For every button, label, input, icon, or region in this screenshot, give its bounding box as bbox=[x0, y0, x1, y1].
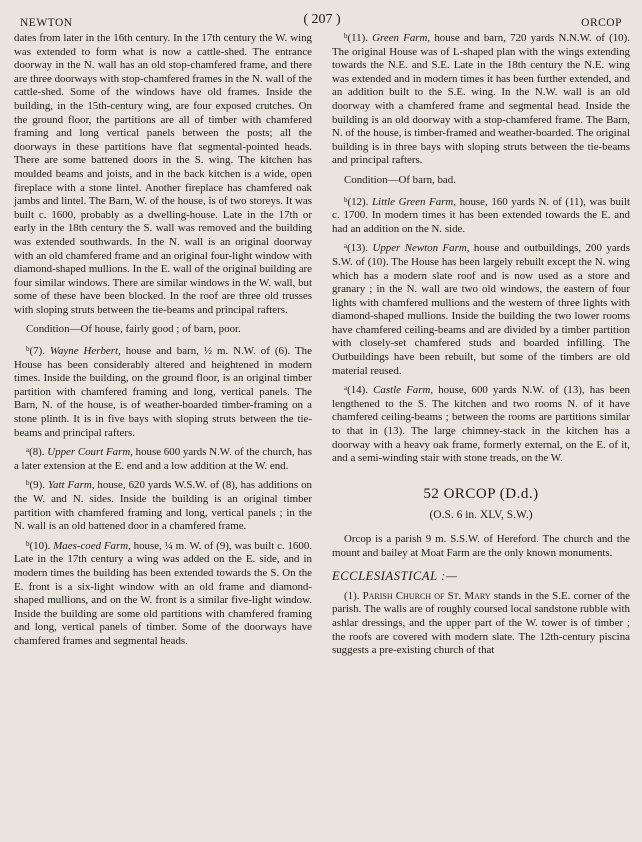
header-left: NEWTON bbox=[20, 17, 73, 29]
entry-name: Parish Church of St. Mary bbox=[362, 589, 491, 602]
entry-number: (1). bbox=[344, 589, 360, 602]
entry-mark: a bbox=[26, 446, 30, 455]
entry-mark: b bbox=[26, 345, 30, 354]
paragraph-continuation: dates from later in the 16th century. In the 17th century the W. wing was extended to form what is now a cattle-shed. The entrance doorway in the N. wall has an old stop-chamfered frame, and there are three doorways with stop-chamfered frames in the N. wall of the cattle-shed. Some of the windows have old frames. Inside the building, in the 15th-century wing, are four exposed crutches. On the ground floor, the partitions are all of timber with chamfered framing and long vertical panels between the posts; all the doorways in these partitions have flat segmental-pointed heads. There are some battened doors in the S. wing. The kitchen has moulded beams and joists, and in the back kitchen is a wide, open fireplace with a stone lintel. Another fireplace has chamfered oak jambs and lintel. The Barn, W. of the house, is of two storeys. It was built c. 1600, probably as a dwelling-house. Late in the 17th or early in the 18th century the S. wall was removed and the building was extended southwards. In the N. wall is an original doorway with an old chamfered frame and an original four-light window with diamond-shaped mullions. In the E. wall of the original building are four similar windows. There are similar windows in the W. wall, but some of these have been blocked. In the roof are three old trusses with sloping struts between the tie-beams and principal rafters. bbox=[14, 32, 312, 316]
parish-intro: Orcop is a parish 9 m. S.S.W. of Hereford. The church and the mount and bailey at Moat Farm are the only known monuments. bbox=[332, 533, 630, 559]
entry-text: , house and barn, ½ m. N.W. of (6). The House has been considerably altered and heightened in modern times. Inside the building, on the ground floor, is an original timber partition with chamfered framing and long, vertical panels. The Barn, N. of the house, is of weather-boarded timber-framing on a stone plinth. It is in five bays with sloping struts between the tie-beams and principal rafters. bbox=[14, 345, 312, 439]
entry-text: , house 600 yards N.W. of the church, has a later extension at the E. end and a low addition at the W. end. bbox=[14, 446, 312, 472]
entry-10 bbox=[14, 540, 312, 649]
entry-11 bbox=[332, 32, 630, 168]
entry-text: , house, 160 yards N. of (11), was built c. 1700. In modern times it has been extended towards the E. and had an addition on the N. side. bbox=[332, 195, 630, 235]
header-right: ORCOP bbox=[581, 17, 622, 29]
entry-name: Yatt Farm bbox=[47, 479, 92, 492]
entry-7 bbox=[14, 345, 312, 440]
condition-note: Condition—Of barn, bad. bbox=[344, 173, 456, 186]
entry-number: (10). bbox=[29, 539, 51, 552]
entry-13 bbox=[332, 242, 630, 378]
entry-text: stands in the S.E. corner of the parish. The walls are of roughly coursed local sandstone rubble with ashlar dressings, and the upper part of the W. tower is of timber ; the roofs are covered with modern slate. The 12th-century piscina suggests a pre-existing church of that bbox=[332, 589, 630, 657]
entry-name: Upper Newton Farm bbox=[372, 242, 467, 255]
entry-mark: b bbox=[26, 539, 30, 548]
entry-name: Green Farm bbox=[372, 32, 428, 44]
entry-name: Wayne Herbert bbox=[49, 345, 118, 358]
entry-text: , house, 620 yards W.S.W. of (8), has additions on the W. and N. sides. Inside the building is an original timber partition with chamfered framing and long, vertical panels ; in the N. wall is an old battened door in a chamfered frame. bbox=[14, 479, 312, 533]
right-column bbox=[332, 32, 630, 664]
entry-number: (11). bbox=[347, 32, 368, 44]
text-columns bbox=[14, 32, 630, 664]
section-title: 52 ORCOP (D.d.) bbox=[423, 485, 539, 502]
entry-name: Little Green Farm bbox=[372, 195, 454, 208]
entry-name: Maes-coed Farm bbox=[53, 539, 129, 552]
page-number: ( 207 ) bbox=[303, 12, 341, 27]
entry-1 bbox=[332, 590, 630, 658]
entry-number: (8). bbox=[29, 446, 45, 459]
entry-9 bbox=[14, 479, 312, 533]
entry-text: , house and barn, 720 yards N.N.W. of (10). The original House was of L-shaped plan with the wings extending towards the N.E. and S.E. Late in the 18th century the N.E. wing was extended and in modern times it has been further extended, and an addition built to the S.E. wing. In the N.W. wall is an old doorway with a chamfered frame and segmental head. Inside the building is an old doorway with a stop-chamfered frame. The Barn, N. of the house, is timber-framed and weather-boarded. The original building is in three bays with sloping struts between the tie-beams and principal rafters. bbox=[332, 32, 630, 167]
entry-mark: a bbox=[344, 384, 348, 393]
entry-12 bbox=[332, 196, 630, 237]
entry-number: (9). bbox=[29, 479, 45, 492]
entry-text: , house, ¼ m. W. of (9), was built c. 1600. Late in the 17th century a wing was added on the E. side, and in modern times the building has been extended towards the S. On the E. front is a six-light window with an old frame and diamond-shaped mullions, and on the W. front is a similar five-light window. Inside the building are some old partitions with chamfered framing and long, vertical panels of timber. Some of the doorways have chamfered frames and segmental heads. bbox=[14, 539, 312, 647]
section-map-reference: (O.S. 6 in. XLV, S.W.) bbox=[429, 509, 533, 522]
entry-name: Castle Farm bbox=[373, 384, 431, 397]
entry-14 bbox=[332, 384, 630, 466]
left-column bbox=[14, 32, 312, 664]
entry-mark: b bbox=[26, 479, 30, 488]
entry-mark: b bbox=[344, 32, 348, 40]
running-head bbox=[14, 8, 630, 30]
entry-mark: b bbox=[344, 195, 348, 204]
entry-name: Upper Court Farm bbox=[47, 446, 131, 459]
entry-number: (13). bbox=[347, 242, 368, 255]
entry-8 bbox=[14, 446, 312, 473]
entry-number: (12). bbox=[347, 195, 369, 208]
entry-mark: a bbox=[344, 242, 348, 251]
condition-note: Condition—Of house, fairly good ; of barn, poor. bbox=[26, 323, 241, 336]
entry-number: (7). bbox=[29, 345, 45, 358]
subheading-ecclesiastical: ECCLESIASTICAL :— bbox=[332, 569, 458, 584]
entry-text: , house, 600 yards N.W. of (13), has been lengthened to the S. The kitchen and two rooms N. of it have chamfered ceiling-beams ; between the rooms are partitions similar to that in (13). The large chimney-stack in the kitchen has a doorway with a heavy oak frame, formerly external, on the E. of it, and a semi-winding stair with stone treads, on the W. bbox=[332, 384, 630, 465]
entry-text: , house and outbuildings, 200 yards S.W. of (10). The House has been largely rebuilt except the N. wing which has a modern slate roof and is now used as a store and granary ; in the N. wall are two old windows, the eastern of four lights with chamfered mullions and the western of three lights with diamond-shaped mullions. Inside the building the two lower rooms have chamfered ceiling-beams and are divided by a timber partition with closely-set chamfered studs and boarded infilling. The Outbuildings have been rebuilt, but some of the timbers are old material reused. bbox=[332, 242, 630, 377]
entry-number: (14). bbox=[347, 384, 368, 397]
